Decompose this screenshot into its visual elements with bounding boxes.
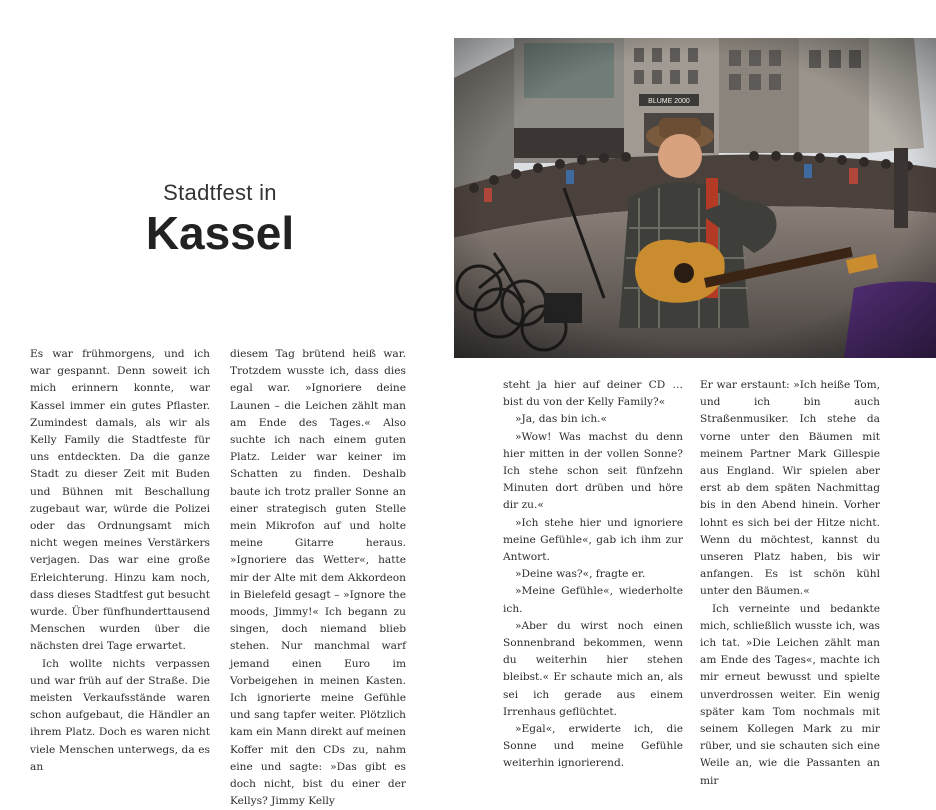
- paragraph: Es war frühmorgens, und ich war gespannt. Denn soweit ich mich erinnern konnte, war Kassel immer ein gutes Pflaster. Zumindest damals, als wir als Kelly Family die Stadtfeste für uns entdeckten. Da die ganze Stadt zu dieser Zeit mit Buden und Bühnen mit Beschallung zugebaut war, würde die Polizei oder das Ordnungsamt mich nicht wegen meines Verstärkers verjagen. Das war eine große Erleichterung. Hinzu kam noch, dass dieses Stadtfest gut besucht wurde. Über fünfhunderttausend Menschen wurden über die nächsten drei Tage erwartet.: [30, 348, 210, 653]
- paragraph: Er war erstaunt: »Ich heiße Tom, und ich bin auch Straßenmusiker. Ich stehe da vorne unter den Bäumen mit meinem Partner Mark Gillespie aus England. Wir spielen aber erst ab dem späten Nachmittag bis in den Abend hinein. Vorher lohnt es sich bei der Hitze nicht. Wenn du möchtest, kannst du unseren Platz haben, bis wir anfangen. Es ist schön kühl unter den Bäumen.«: [700, 379, 880, 598]
- paragraph: »Aber du wirst noch einen Sonnenbrand bekommen, wenn du weiterhin hier stehen bleibst.« Er schaute mich an, als sei ich gerade aus einem Irrenhaus geflüchtet.: [503, 619, 683, 718]
- paragraph: »Ich stehe hier und ignoriere meine Gefühle«, gab ich ihm zur Antwort.: [503, 516, 683, 564]
- text-column-1: [30, 346, 210, 776]
- street-musician-photo: [454, 38, 936, 358]
- text-column-2: [230, 346, 406, 810]
- paragraph: »Wow! Was machst du denn hier mitten in der vollen Sonne? Ich stehe schon seit fünfzehn Minuten dort drüben und höre dir zu.«: [503, 430, 683, 512]
- paragraph: Ich verneinte und bedankte mich, schließlich wusste ich, was ich tat. »Die Leichen zählt man am Ende des Tages«, machte ich mir erneut bewusst und spielte unverdrossen weiter. Ein wenig später kam Tom nochmals mit seinem Kollegen Mark zu mir rüber, und sie schauten sich eine Weile an, wie die Passanten an mir: [700, 602, 880, 787]
- title-line-big: Kassel: [145, 207, 295, 259]
- paragraph: »Deine was?«, fragte er.: [515, 568, 646, 581]
- paragraph: »Ja, das bin ich.«: [515, 413, 608, 426]
- text-column-4: [700, 377, 880, 790]
- text-column-3: [503, 377, 683, 773]
- title-line-small: Stadtfest in: [163, 180, 277, 205]
- paragraph: steht ja hier auf deiner CD … bist du von der Kelly Family?«: [503, 379, 683, 409]
- paragraph: Ich wollte nichts verpassen und war früh auf der Straße. Die meisten Verkaufsstände waren schon aufgebaut, die Händler an ihrem Platz. Doch es waren nicht viele Menschen unterwegs, da es an: [30, 657, 210, 773]
- paragraph: diesem Tag brütend heiß war. Trotzdem wusste ich, dass dies egal war. »Ignoriere deine Launen – die Leichen zählt man am Ende des Tages.« Also suchte ich nach einem guten Platz. Leider war keiner im Schatten zu finden. Deshalb baute ich trotz praller Sonne an einer strategisch guten Stelle mein Mikrofon auf und holte meine Gitarre heraus. »Ignoriere das Wetter«, hatte mir der Alte mit dem Akkordeon in Bielefeld gesagt – »Ignore the moods, Jimmy!« Ich begann zu singen, doch niemand blieb stehen. Nur manchmal warf jemand einen Euro im Vorbeigehen in meinen Kasten. Ich ignorierte meine Gefühle und sang tapfer weiter. Plötzlich kam ein Mann direkt auf meinen Koffer mit den CDs zu, nahm eine und sagte: »Das gibt es doch nicht, bist du einer der Kellys? Jimmy Kelly: [230, 348, 406, 808]
- paragraph: »Egal«, erwiderte ich, die Sonne und meine Gefühle weiterhin ignorierend.: [503, 723, 683, 770]
- chapter-title: [120, 180, 320, 258]
- paragraph: »Meine Gefühle«, wiederholte ich.: [503, 585, 683, 615]
